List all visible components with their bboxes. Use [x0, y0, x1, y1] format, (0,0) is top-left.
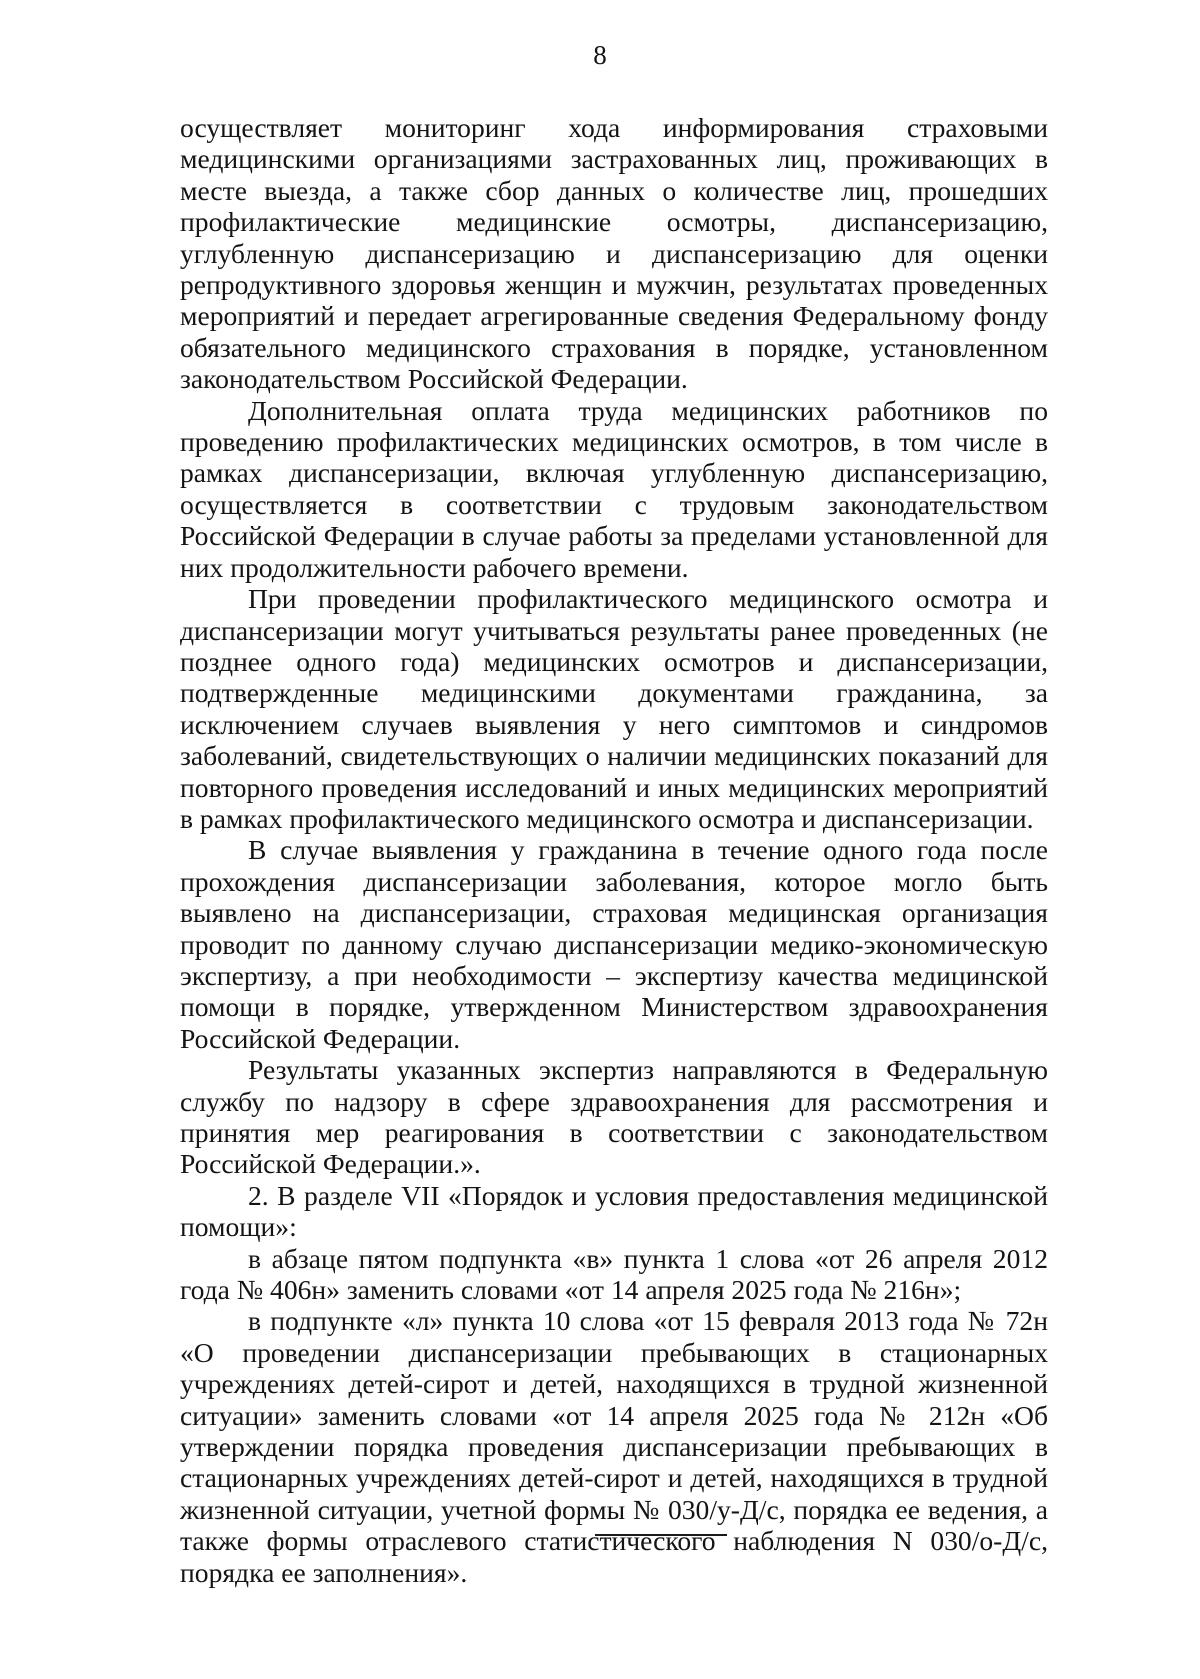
paragraph-subpoint-v: в абзаце пятом подпункта «в» пункта 1 слова «от 26 апреля 2012 года № 406н» заменить словами «от 14 апреля 2025 года № 216н»;: [180, 1242, 1048, 1306]
end-of-document-rule: [595, 1534, 727, 1536]
paragraph-subpoint-l: в подпункте «л» пункта 10 слова «от 15 февраля 2013 года № 72н «О проведении диспансеризации пребывающих в стационарных учреждениях детей-сирот и детей, находящихся в трудной жизненной ситуации» заменить словами «от 14 апреля 2025 года № 212н «Об утверждении порядка проведения диспансеризации пребывающих в стационарных учреждениях детей-сирот и детей, находящихся в трудной жизненной ситуации, учетной формы № 030/у-Д/с, порядка ее ведения, а также формы отраслевого статистического наблюдения N 030/о-Д/с, порядка ее заполнения».: [180, 1305, 1048, 1588]
paragraph-additional-pay: Дополнительная оплата труда медицинских работников по проведению профилактических медицинских осмотров, в том числе в рамках диспансеризации, включая углубленную диспансеризацию, осуществляется в соответствии с трудовым законодательством Российской Федерации в случае работы за пределами установленной для них продолжительности рабочего времени.: [180, 394, 1048, 583]
paragraph-expertise-results: Результаты указанных экспертиз направляются в Федеральную службу по надзору в сфере здравоохранения для рассмотрения и принятия мер реагирования в соответствии с законодательством Российской Федерации.».: [180, 1054, 1048, 1180]
paragraph-section-vii: 2. В разделе VII «Порядок и условия предоставления медицинской помощи»:: [180, 1179, 1048, 1243]
paragraph-previous-results: При проведении профилактического медицинского осмотра и диспансеризации могут учитываться результаты ранее проведенных (не позднее одного года) медицинских осмотров и диспансеризации, подтвержденные медицинскими документами гражданина, за исключением случаев выявления у него симптомов и синдромов заболеваний, свидетельствующих о наличии медицинских показаний для повторного проведения исследований и иных медицинских мероприятий в рамках профилактического медицинского осмотра и диспансеризации.: [180, 583, 1048, 834]
page-number: 8: [593, 40, 607, 70]
document-body: [180, 112, 1048, 1588]
paragraph-disease-detection: В случае выявления у гражданина в течение одного года после прохождения диспансеризации заболевания, которое могло быть выявлено на диспансеризации, страховая медицинская организация проводит по данному случаю диспансеризации медико-экономическую экспертизу, а при необходимости – экспертизу качества медицинской помощи в порядке, утвержденном Министерством здравоохранения Российской Федерации.: [180, 834, 1048, 1054]
paragraph-monitoring-continuation: осуществляет мониторинг хода информирования страховыми медицинскими организациями застрахованных лиц, проживающих в месте выезда, а также сбор данных о количестве лиц, прошедших профилактические медицинские осмотры, диспансеризацию, углубленную диспансеризацию и диспансеризацию для оценки репродуктивного здоровья женщин и мужчин, результатах проведенных мероприятий и передает агрегированные сведения Федеральному фонду обязательного медицинского страхования в порядке, установленном законодательством Российской Федерации.: [180, 112, 1048, 395]
